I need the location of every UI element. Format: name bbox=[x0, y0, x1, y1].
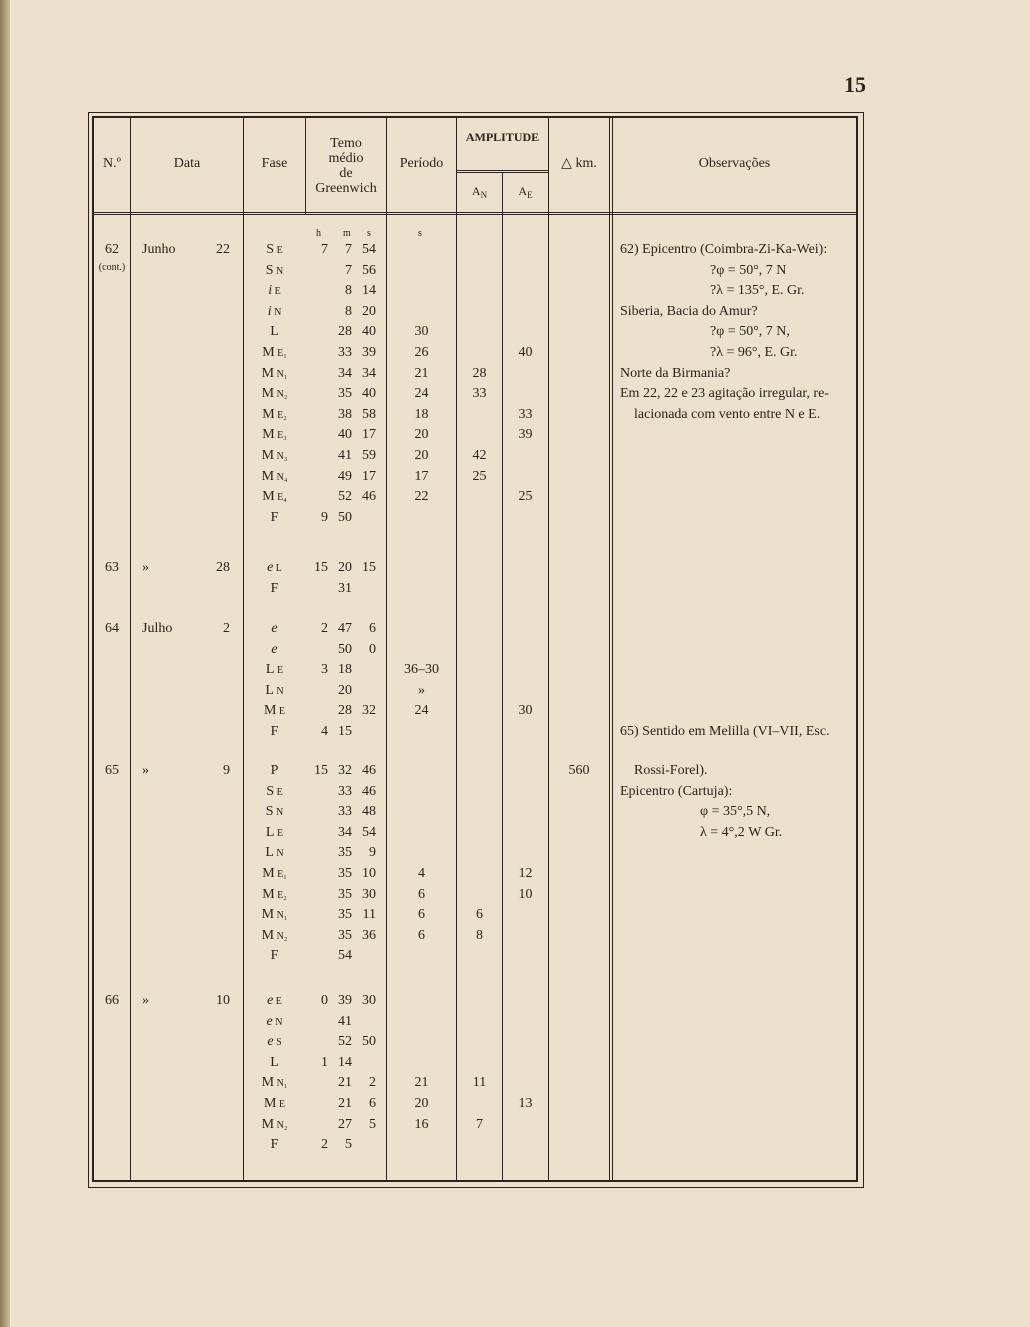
time-seconds: 2 bbox=[369, 1075, 376, 1091]
time-minutes: 49 bbox=[338, 468, 352, 484]
period-value: 36–30 bbox=[404, 662, 439, 678]
time-minutes: 34 bbox=[338, 365, 352, 381]
phase-label bbox=[244, 1055, 305, 1071]
event-day: 22 bbox=[216, 242, 230, 257]
phase-main: M bbox=[261, 1075, 275, 1091]
event-number: 64 bbox=[105, 621, 119, 636]
observation-line: Em 22, 22 e 23 agitação irregular, re- bbox=[620, 386, 829, 402]
time-seconds: 46 bbox=[362, 783, 376, 799]
amplitude-e: 12 bbox=[518, 866, 533, 881]
time-hours: 2 bbox=[321, 621, 328, 636]
time-hours: 3 bbox=[321, 662, 328, 678]
time-seconds: 17 bbox=[362, 427, 376, 443]
observation-line: λ = 4°,2 W Gr. bbox=[700, 824, 783, 840]
observation-line: lacionada com vento entre N e E. bbox=[634, 406, 821, 422]
phase-main: e bbox=[267, 560, 274, 575]
phase-label bbox=[244, 928, 305, 945]
phase-main: F bbox=[270, 580, 279, 596]
time-hours: 7 bbox=[321, 242, 328, 257]
time-seconds: 20 bbox=[362, 303, 376, 319]
time-seconds: 34 bbox=[362, 365, 376, 381]
phase-label bbox=[244, 804, 305, 821]
time-seconds: 56 bbox=[362, 262, 376, 278]
period-value: 22 bbox=[414, 489, 429, 505]
phase-label bbox=[244, 560, 305, 577]
time-minutes: 35 bbox=[338, 927, 352, 943]
phase-main: L bbox=[270, 324, 279, 340]
unit-hours: h bbox=[316, 228, 321, 239]
time-minutes: 28 bbox=[338, 703, 352, 719]
phase-component: N₄ bbox=[274, 471, 288, 483]
header-an-label: A bbox=[471, 184, 481, 198]
amplitude-e: 25 bbox=[518, 489, 533, 505]
phase-label bbox=[244, 1034, 305, 1051]
phase-main: M bbox=[261, 386, 275, 402]
phase-main: M bbox=[263, 703, 277, 719]
phase-label bbox=[244, 948, 305, 964]
phase-label bbox=[244, 283, 305, 300]
phase-label bbox=[244, 866, 305, 883]
time-minutes: 52 bbox=[338, 1034, 352, 1050]
amplitude-e: 30 bbox=[518, 703, 533, 719]
phase-component: E₁ bbox=[274, 869, 287, 880]
amplitude-e: 40 bbox=[518, 345, 533, 360]
time-seconds: 10 bbox=[362, 866, 376, 881]
phase-label bbox=[244, 845, 305, 862]
time-minutes: 27 bbox=[338, 1116, 352, 1132]
phase-component: E bbox=[272, 286, 281, 298]
phase-component: E₂ bbox=[274, 409, 287, 421]
amplitude-n: 7 bbox=[476, 1116, 483, 1132]
header-phase: Fase bbox=[261, 156, 288, 171]
phase-main: M bbox=[261, 1116, 275, 1132]
phase-main: L bbox=[265, 662, 275, 678]
phase-component: N₁ bbox=[274, 910, 288, 922]
header-rule bbox=[94, 214, 856, 215]
col-line bbox=[456, 118, 457, 1180]
phase-main: S bbox=[265, 804, 274, 820]
amplitude-n: 28 bbox=[472, 365, 487, 381]
observation-line: ?λ = 135°, E. Gr. bbox=[710, 283, 805, 299]
time-minutes: 52 bbox=[338, 489, 352, 505]
phase-component: N bbox=[272, 1016, 283, 1028]
header-amplitude: AMPLITUDE bbox=[465, 130, 540, 144]
phase-label bbox=[244, 304, 305, 321]
phase-component: N₂ bbox=[274, 1119, 288, 1131]
phase-component: L bbox=[273, 563, 282, 574]
phase-main: S bbox=[266, 242, 275, 257]
header-ae bbox=[503, 184, 548, 203]
phase-label bbox=[244, 703, 305, 720]
col-line bbox=[130, 118, 131, 1180]
event-month: Julho bbox=[142, 621, 173, 636]
time-minutes: 35 bbox=[338, 886, 352, 902]
header-time-line2: médio bbox=[328, 151, 364, 166]
distance-km: 560 bbox=[568, 763, 590, 778]
header-an bbox=[457, 184, 502, 203]
phase-main: M bbox=[263, 1096, 277, 1111]
phase-label bbox=[244, 242, 305, 259]
phase-label bbox=[244, 469, 305, 486]
amplitude-n: 33 bbox=[472, 386, 487, 402]
phase-label bbox=[244, 887, 305, 904]
phase-label bbox=[244, 724, 305, 740]
phase-component: E bbox=[274, 827, 284, 839]
phase-label bbox=[244, 489, 305, 506]
phase-main: S bbox=[265, 262, 274, 278]
phase-main: M bbox=[262, 886, 275, 902]
time-seconds: 30 bbox=[362, 993, 376, 1008]
observation-line: Epicentro (Cartuja): bbox=[620, 783, 733, 799]
header-distance: △ km. bbox=[561, 156, 597, 171]
event-number: 65 bbox=[105, 763, 119, 778]
phase-main: i bbox=[267, 303, 272, 319]
time-minutes: 41 bbox=[338, 448, 352, 463]
phase-main: M bbox=[261, 448, 275, 463]
time-minutes: 14 bbox=[338, 1054, 352, 1070]
phase-main: e bbox=[266, 1013, 273, 1029]
period-value: 20 bbox=[414, 427, 429, 443]
time-minutes: 21 bbox=[338, 1096, 352, 1111]
amplitude-e: 33 bbox=[518, 406, 533, 422]
time-minutes: 34 bbox=[338, 824, 352, 840]
time-seconds: 5 bbox=[369, 1116, 376, 1132]
time-minutes: 35 bbox=[338, 845, 352, 861]
time-hours: 0 bbox=[321, 993, 328, 1008]
phase-component: N bbox=[273, 807, 284, 819]
phase-main: M bbox=[262, 406, 275, 422]
phase-main: M bbox=[261, 907, 275, 923]
event-month: » bbox=[142, 763, 149, 778]
phase-component: E bbox=[274, 786, 283, 798]
phase-component: E bbox=[273, 996, 282, 1007]
phase-label bbox=[244, 1096, 305, 1113]
phase-label bbox=[244, 907, 305, 924]
page-number: 15 bbox=[844, 72, 866, 97]
header-rule bbox=[94, 212, 856, 213]
time-minutes: 33 bbox=[338, 783, 352, 799]
header-time bbox=[306, 136, 386, 196]
time-seconds: 32 bbox=[362, 703, 376, 719]
phase-component: E₂ bbox=[274, 889, 287, 901]
col-line bbox=[548, 118, 549, 1180]
period-value: 24 bbox=[414, 386, 429, 402]
amplitude-n: 25 bbox=[472, 468, 487, 484]
period-value: 26 bbox=[414, 345, 429, 360]
phase-main: F bbox=[270, 724, 279, 739]
time-minutes: 54 bbox=[338, 948, 352, 964]
phase-main: F bbox=[270, 948, 279, 964]
time-seconds: 6 bbox=[369, 1096, 376, 1111]
header-ae-label: A bbox=[518, 184, 528, 198]
event-number: 62 bbox=[105, 242, 119, 257]
phase-main: M bbox=[262, 427, 275, 443]
amplitude-e: 10 bbox=[518, 886, 533, 902]
phase-component: N bbox=[273, 265, 284, 277]
header-num: N.º bbox=[103, 156, 121, 171]
phase-main: i bbox=[268, 283, 273, 299]
header-period: Período bbox=[399, 156, 444, 171]
phase-main: F bbox=[270, 1137, 279, 1153]
col-line bbox=[609, 118, 610, 1180]
time-seconds: 59 bbox=[362, 448, 376, 463]
phase-component: E₄ bbox=[274, 492, 287, 504]
time-minutes: 40 bbox=[338, 427, 352, 443]
period-value: 17 bbox=[414, 468, 429, 484]
phase-main: M bbox=[262, 866, 275, 881]
page-edge bbox=[0, 0, 10, 1327]
header-an-sub: N bbox=[480, 190, 488, 200]
period-value: 20 bbox=[414, 1096, 429, 1111]
event-number: 63 bbox=[105, 560, 119, 575]
phase-component: E bbox=[274, 665, 284, 677]
event-day: 9 bbox=[223, 763, 230, 778]
phase-label bbox=[244, 662, 305, 679]
phase-component: E₁ bbox=[274, 348, 287, 359]
col-line bbox=[612, 118, 613, 1180]
phase-main: L bbox=[265, 682, 274, 698]
observation-line: Rossi-Forel). bbox=[634, 763, 708, 778]
time-seconds: 9 bbox=[369, 845, 376, 861]
amplitude-n: 42 bbox=[472, 448, 487, 463]
phase-main: F bbox=[270, 509, 279, 525]
phase-label bbox=[244, 825, 305, 842]
time-minutes: 33 bbox=[338, 345, 352, 360]
header-ae-sub: E bbox=[527, 190, 533, 200]
time-seconds: 54 bbox=[362, 824, 376, 840]
time-minutes: 50 bbox=[338, 641, 352, 657]
time-seconds: 40 bbox=[362, 386, 376, 402]
time-hours: 2 bbox=[321, 1137, 328, 1153]
period-value: 20 bbox=[414, 448, 429, 463]
time-seconds: 40 bbox=[362, 324, 376, 340]
phase-main: L bbox=[265, 824, 275, 840]
time-hours: 4 bbox=[321, 724, 328, 739]
phase-main: L bbox=[270, 1054, 279, 1070]
phase-label bbox=[244, 993, 305, 1010]
amplitude-n: 11 bbox=[472, 1075, 487, 1091]
time-hours: 9 bbox=[321, 509, 328, 525]
time-minutes: 33 bbox=[338, 804, 352, 820]
phase-component: S bbox=[273, 1037, 282, 1049]
unit-seconds: s bbox=[367, 228, 371, 239]
observation-line: 62) Epicentro (Coimbra-Zi-Ka-Wei): bbox=[620, 242, 828, 257]
event-day: 28 bbox=[216, 560, 230, 575]
period-value: 30 bbox=[414, 324, 429, 340]
header-observations: Observações bbox=[698, 156, 771, 171]
period-value: 16 bbox=[414, 1116, 429, 1132]
observation-line: Norte da Birmania? bbox=[620, 365, 731, 381]
time-minutes: 38 bbox=[338, 406, 352, 422]
time-hours: 1 bbox=[321, 1054, 328, 1070]
observation-line: ?φ = 50°, 7 N bbox=[710, 262, 787, 278]
event-day: 10 bbox=[216, 993, 230, 1008]
phase-label bbox=[244, 407, 305, 424]
phase-main: S bbox=[266, 783, 275, 799]
header-time-line1: Temo bbox=[330, 136, 362, 151]
unit-period-seconds: s bbox=[418, 228, 422, 239]
phase-label bbox=[244, 784, 305, 801]
time-minutes: 21 bbox=[338, 1075, 352, 1091]
observation-line: Siberia, Bacia do Amur? bbox=[620, 303, 758, 319]
time-seconds: 58 bbox=[362, 406, 376, 422]
phase-label bbox=[244, 1137, 305, 1153]
observation-line: ?φ = 50°, 7 N, bbox=[710, 324, 790, 340]
phase-component: N bbox=[273, 848, 284, 860]
time-minutes: 7 bbox=[345, 262, 352, 278]
amplitude-e: 13 bbox=[518, 1096, 533, 1111]
phase-main: M bbox=[262, 345, 275, 360]
time-seconds: 48 bbox=[362, 804, 376, 820]
time-seconds: 39 bbox=[362, 345, 376, 360]
phase-main: M bbox=[261, 365, 275, 381]
phase-component: E bbox=[276, 1099, 286, 1110]
observation-line: 65) Sentido em Melilla (VI–VII, Esc. bbox=[620, 724, 830, 739]
time-minutes: 20 bbox=[338, 560, 352, 575]
phase-main: P bbox=[270, 763, 279, 778]
phase-label bbox=[244, 642, 305, 658]
event-month: » bbox=[142, 993, 149, 1008]
time-minutes: 8 bbox=[345, 303, 352, 319]
phase-label bbox=[244, 324, 305, 340]
time-minutes: 47 bbox=[338, 621, 352, 636]
phase-component: N₁ bbox=[274, 1078, 288, 1090]
phase-main: e bbox=[271, 641, 278, 657]
phase-component: E₃ bbox=[274, 430, 287, 442]
time-minutes: 35 bbox=[338, 907, 352, 923]
header-time-line3: de bbox=[339, 166, 353, 181]
col-line bbox=[386, 118, 387, 1180]
phase-component: E bbox=[274, 245, 283, 256]
phase-component: N₂ bbox=[274, 389, 288, 401]
period-value: 4 bbox=[418, 866, 425, 881]
phase-main: M bbox=[262, 489, 275, 505]
phase-label bbox=[244, 581, 305, 597]
unit-minutes: m bbox=[343, 228, 351, 239]
phase-label bbox=[244, 1117, 305, 1134]
time-seconds: 6 bbox=[369, 621, 376, 636]
time-minutes: 8 bbox=[345, 283, 352, 299]
amplitude-e: 39 bbox=[518, 427, 533, 443]
header-date: Data bbox=[173, 156, 201, 171]
period-value: 21 bbox=[414, 1075, 429, 1091]
phase-component: N bbox=[273, 685, 284, 697]
observation-line: ?λ = 96°, E. Gr. bbox=[710, 345, 798, 360]
phase-label bbox=[244, 683, 305, 700]
time-seconds: 50 bbox=[362, 1034, 376, 1050]
time-minutes: 18 bbox=[338, 662, 352, 678]
phase-label bbox=[244, 366, 305, 383]
phase-label bbox=[244, 386, 305, 403]
time-seconds: 17 bbox=[362, 468, 376, 484]
amplitude-n: 6 bbox=[476, 907, 483, 923]
time-seconds: 15 bbox=[362, 560, 376, 575]
time-seconds: 30 bbox=[362, 886, 376, 902]
event-number: 66 bbox=[105, 993, 119, 1008]
time-seconds: 11 bbox=[362, 907, 376, 923]
time-seconds: 0 bbox=[369, 641, 376, 657]
phase-label bbox=[244, 621, 305, 637]
time-minutes: 31 bbox=[338, 580, 352, 596]
time-minutes: 35 bbox=[338, 386, 352, 402]
time-minutes: 15 bbox=[338, 724, 352, 739]
phase-label bbox=[244, 427, 305, 444]
phase-main: M bbox=[261, 468, 275, 484]
event-month: » bbox=[142, 560, 149, 575]
time-minutes: 20 bbox=[338, 682, 352, 698]
time-seconds: 46 bbox=[362, 763, 376, 778]
period-value: 6 bbox=[418, 907, 425, 923]
amplitude-n: 8 bbox=[476, 927, 483, 943]
phase-label bbox=[244, 448, 305, 465]
time-minutes: 41 bbox=[338, 1013, 352, 1029]
time-seconds: 36 bbox=[362, 927, 376, 943]
period-value: 21 bbox=[414, 365, 429, 381]
phase-label bbox=[244, 510, 305, 526]
time-minutes: 5 bbox=[345, 1137, 352, 1153]
observation-line: φ = 35°,5 N, bbox=[700, 804, 771, 820]
phase-label bbox=[244, 345, 305, 362]
col-line bbox=[502, 172, 503, 1180]
phase-component: N₃ bbox=[274, 451, 288, 462]
amplitude-rule bbox=[456, 170, 548, 171]
phase-label bbox=[244, 763, 305, 779]
phase-main: e bbox=[267, 1034, 274, 1050]
amplitude-rule bbox=[456, 172, 548, 173]
period-value: 18 bbox=[414, 406, 429, 422]
time-minutes: 28 bbox=[338, 324, 352, 340]
time-seconds: 14 bbox=[362, 283, 376, 299]
phase-label bbox=[244, 1075, 305, 1092]
phase-component: N₁ bbox=[274, 368, 288, 380]
time-minutes: 32 bbox=[338, 763, 352, 778]
event-month: Junho bbox=[142, 242, 176, 257]
time-seconds: 46 bbox=[362, 489, 376, 505]
phase-component: N₂ bbox=[274, 930, 288, 942]
time-seconds: 54 bbox=[362, 242, 376, 257]
phase-label bbox=[244, 263, 305, 280]
phase-main: e bbox=[271, 621, 278, 636]
period-value: » bbox=[418, 682, 425, 698]
phase-component: E bbox=[276, 706, 286, 718]
header-time-line4: Greenwich bbox=[315, 181, 377, 196]
phase-main: e bbox=[267, 993, 274, 1008]
period-value: 6 bbox=[418, 886, 425, 902]
period-value: 24 bbox=[414, 703, 429, 719]
phase-main: L bbox=[265, 845, 274, 861]
time-minutes: 35 bbox=[338, 866, 352, 881]
phase-label bbox=[244, 1014, 305, 1031]
period-value: 6 bbox=[418, 927, 425, 943]
phase-component: N bbox=[271, 306, 282, 318]
phase-main: M bbox=[261, 927, 275, 943]
time-hours: 15 bbox=[314, 763, 328, 778]
event-day: 2 bbox=[223, 621, 230, 636]
time-minutes: 50 bbox=[338, 509, 352, 525]
event-continued: (cont.) bbox=[98, 262, 126, 273]
time-minutes: 39 bbox=[338, 993, 352, 1008]
time-minutes: 7 bbox=[345, 242, 352, 257]
time-hours: 15 bbox=[314, 560, 328, 575]
